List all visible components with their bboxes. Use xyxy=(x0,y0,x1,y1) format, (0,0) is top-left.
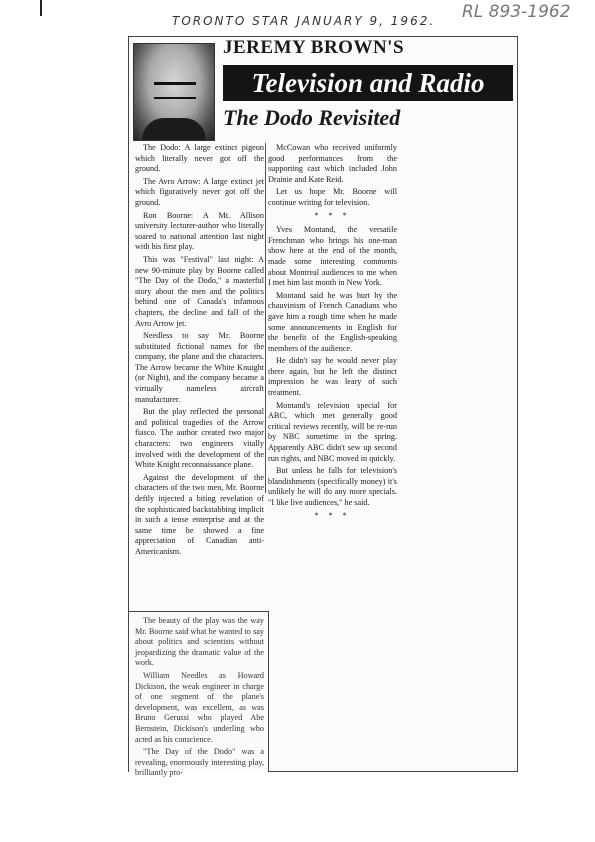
headline: The Dodo Revisited xyxy=(223,105,401,130)
section-banner: Television and Radio xyxy=(223,65,513,101)
paragraph: McCowan who received uniformly good performances from the supporting cast which included John Drainie and Kate Reid. xyxy=(268,143,397,184)
paragraph: The Dodo: A large extinct pigeon which literally never got off the ground. xyxy=(135,143,264,174)
paragraph: This was "Festival" last night: A new 90-minute play by Boorne called "The Day of the Dodo," a masterful story about the men and the politics behind one of Canada's infamous chapters, the decline and fall of the Avro Arrow jet. xyxy=(135,254,264,328)
paragraph: "The Day of the Dodo" was a revealing, enormously interesting play, brilliantly pro- xyxy=(135,747,264,778)
masthead-note: TORONTO STAR JANUARY 9, 1962. xyxy=(172,14,436,28)
paragraph: Yves Montand, the versatile Frenchman who brings his one-man show here at the end of the month, made some interesting comments about Montreal audiences to me when I met him last month in New York. xyxy=(268,225,397,288)
paragraph: He didn't say he would never play there again, but he left the distinct impression he was leary of such treatment. xyxy=(268,356,397,398)
byline: JEREMY BROWN'S xyxy=(223,37,405,58)
newspaper-clipping xyxy=(128,36,518,778)
archive-note: RL 893-1962 xyxy=(462,2,571,22)
paragraph: The beauty of the play was the way Mr. Boorne said what he wanted to say about politics and scientists without jeopardizing the dramatic value of the work. xyxy=(135,616,264,668)
paragraph: Let us hope Mr. Boorne will continue writing for television. xyxy=(268,187,397,207)
column-rule xyxy=(265,143,266,493)
column-1-tail xyxy=(135,616,264,781)
margin-mark xyxy=(40,0,42,16)
column-1 xyxy=(135,143,264,560)
columnist-photo xyxy=(133,43,215,141)
column-2 xyxy=(268,143,397,525)
paragraph: Montand's television special for ABC, which met generally good critical reviews recently, will be re-run by NBC sometime in the spring. Apparently ABC didn't sew up second run rights, and NBC moved in quickly. xyxy=(268,400,397,463)
paragraph: Against the development of the characters of the two men, Mr. Boorne deftly injected a biting revelation of the sophisticated backstabbing implicit in such a tense enterprise and at the same time he showed a fine appreciation of Canadian anti-Americanism. xyxy=(135,472,264,556)
section-stars: * * * xyxy=(314,510,351,520)
section-stars: * * * xyxy=(314,210,351,220)
paragraph: But the play reflected the personal and political tragedies of the Arrow fiasco. The author created two major characters: two engineers vitally involved with the development of the White Knight reconnaissance plane. xyxy=(135,407,264,470)
paragraph: The Avro Arrow: A large extinct jet which figuratively never got off the ground. xyxy=(135,176,264,207)
paragraph: William Needles as Howard Dickison, the weak engineer in charge of one segment of the plane's development, was excellent, as was Bruno Gerussi who played Abe Bernstein, Dickison's underling who acted as his conscience. xyxy=(135,670,264,744)
paragraph: But unless he falls for television's blandishments (specifically money) it's unlikely he will do any more specials. "I like live audiences," he said. xyxy=(268,466,397,507)
column-1-continuation xyxy=(129,611,269,778)
paragraph: Montand said he was hurt by the chauvinism of French Canadians who gave him a rough time when he made some announcements in English for the benefit of the English-speaking members of the audience. xyxy=(268,290,397,353)
paragraph: Needless to say Mr. Boorne substituted fictional names for the company, the plane and the characters. The Arrow became the White Knuight (or Night), and the company became a virtually nameless aircraft manufacturer. xyxy=(135,331,264,404)
paragraph: Ron Boorne: A Mt. Allison university lecturer-author who literally soared to national attention last night with his first play. xyxy=(135,210,264,252)
